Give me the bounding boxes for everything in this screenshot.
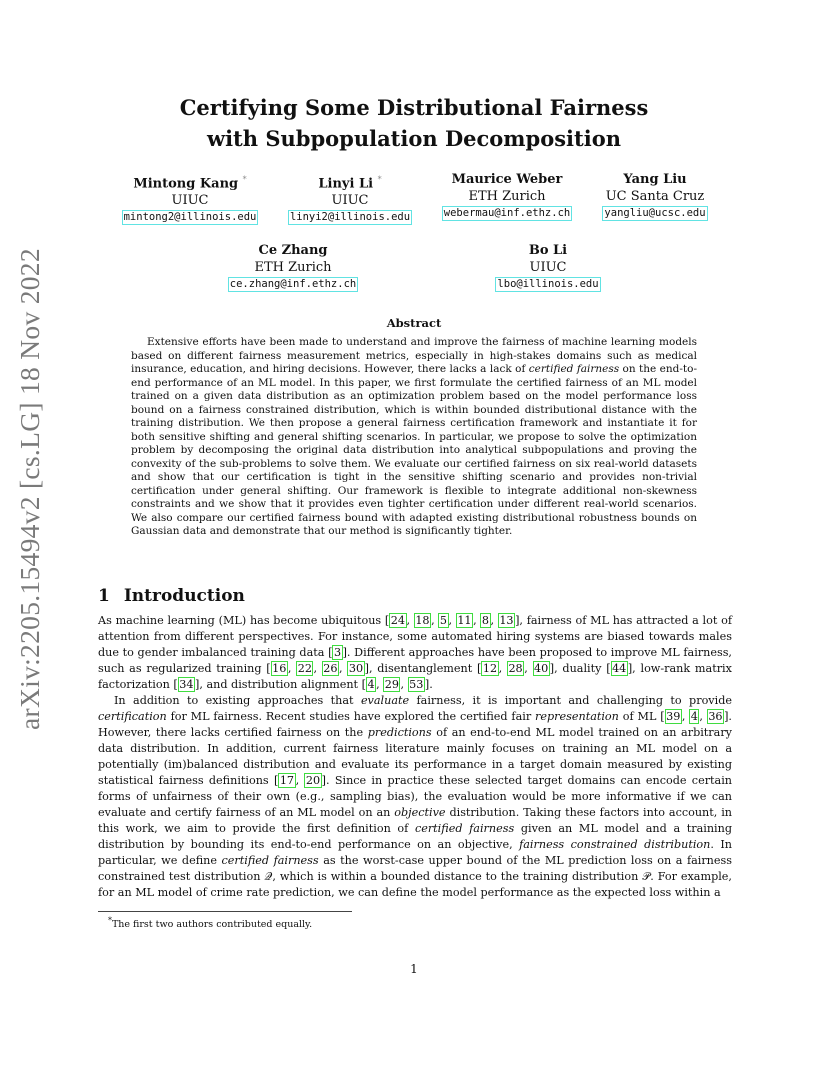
author-block xyxy=(224,243,362,293)
citation-link[interactable]: 3 xyxy=(333,646,342,659)
citation-link[interactable]: 8 xyxy=(481,614,489,627)
citation-link[interactable]: 22 xyxy=(297,662,312,675)
arxiv-identifier: arXiv:2205.15494v2 [cs.LG] 18 Nov 2022 xyxy=(14,248,45,730)
abstract-heading: Abstract xyxy=(386,316,442,330)
author-affiliation: UIUC xyxy=(171,192,209,208)
footnote-text: The first two authors contributed equally. xyxy=(111,919,313,931)
author-name: Mintong Kang xyxy=(133,176,239,192)
text-segment: , which is within a bounded distance to the training distribution xyxy=(272,870,643,883)
citation-link[interactable]: 17 xyxy=(279,774,295,787)
citation-link[interactable]: 5 xyxy=(439,614,447,627)
text-segment: given an ML model and a training distribution by bounding its end-to-end performance on an objective, xyxy=(98,822,733,851)
text-segment: evaluate xyxy=(360,694,410,707)
citation-link[interactable]: 40 xyxy=(534,662,549,675)
author-affiliation: ETH Zurich xyxy=(468,188,546,204)
citation-link[interactable]: 11 xyxy=(457,614,472,627)
citation-link[interactable]: 34 xyxy=(179,678,194,691)
citation-group xyxy=(611,661,628,676)
author-name: Yang Liu xyxy=(623,172,687,187)
author-email[interactable]: yangliu@ucsc.edu xyxy=(604,207,706,219)
author-affiliation: UIUC xyxy=(529,259,567,275)
text-segment: ]. However, there lacks certified fairness on the xyxy=(98,710,732,739)
citation-link[interactable]: 4 xyxy=(690,710,698,723)
citation-group xyxy=(332,645,342,660)
author-name: Maurice Weber xyxy=(451,172,563,187)
author-block xyxy=(598,172,712,222)
citation-link[interactable]: 12 xyxy=(482,662,498,675)
citation-link[interactable]: 20 xyxy=(305,774,321,787)
text-segment: ], fairness of ML has attracted a lot of attention from different perspectives. For instance, some automated hiring systems are biased towards males due to gender imbalanced training data [ xyxy=(98,614,732,659)
text-segment: representation xyxy=(535,710,619,723)
author-email[interactable]: lbo@illinois.edu xyxy=(497,278,599,290)
equal-contribution-mark: * xyxy=(242,175,247,184)
text-segment: As machine learning (ML) has become ubiquitous [ xyxy=(98,614,390,627)
citation-group: 4 , 29 , 53 xyxy=(367,678,424,691)
author-block xyxy=(286,172,414,226)
citation-group: 24 , 18 , 5 , 11 , 8 , 13 xyxy=(390,614,514,627)
text-segment: objective xyxy=(394,806,446,819)
citation-group: 39 , 4 , 36 xyxy=(666,710,723,723)
citation-link[interactable]: 29 xyxy=(384,678,399,691)
text-segment: of an end-to-end ML model trained on an arbitrary data distribution. In addition, current fairness literature mainly focuses on training an ML model on a potentially (im)balanced distribution and evaluate its performance in a target domain measured by existing statistical fairness definitions [ xyxy=(98,726,732,787)
author-block xyxy=(488,243,608,293)
author-name: Bo Li xyxy=(528,243,568,258)
math-symbol-q: 𝒬 xyxy=(264,870,273,883)
citation-link[interactable]: 16 xyxy=(272,662,287,675)
text-segment: certification xyxy=(98,710,167,723)
text-segment: of ML [ xyxy=(618,710,665,723)
section-heading xyxy=(98,586,245,606)
citation-group: 16 , 22 , 26 , 30 xyxy=(272,662,364,675)
paragraph xyxy=(98,613,732,693)
footnote xyxy=(108,916,312,930)
citation-link[interactable]: 28 xyxy=(508,662,523,675)
text-segment: ], low-rank matrix factorization [ xyxy=(98,662,732,691)
text-segment: In addition to existing approaches that xyxy=(114,694,361,707)
text-segment: fairness, it is important and challenging to provide xyxy=(409,694,732,707)
title-line-1: Certifying Some Distributional Fairness xyxy=(179,95,649,120)
author-email[interactable]: mintong2@illinois.edu xyxy=(123,211,257,224)
text-segment: ]. xyxy=(424,678,433,691)
author-name: Linyi Li xyxy=(318,176,374,192)
text-segment: certified fairness xyxy=(528,363,620,375)
text-segment: ], and distribution alignment [ xyxy=(194,678,366,691)
author-block xyxy=(121,172,259,226)
footnote-divider xyxy=(98,911,352,912)
citation-link[interactable]: 30 xyxy=(348,662,364,675)
text-segment: certified fairness xyxy=(414,822,515,835)
math-symbol-p: 𝒫 xyxy=(642,870,651,883)
text-segment: ]. Different approaches have been proposed to improve ML fairness, such as regularized training [ xyxy=(98,646,732,675)
text-segment: on the end-to-end performance of an ML model. In this paper, we first formulate the certified fairness of an ML model trained on a given data distribution as an optimization problem based on the model performance loss bound on a fairness constrained distribution, which is within bounded distributional distance with the training distribution. We then propose a general fairness certification framework and instantiate it for both sensitive shifting and general shifting scenarios. In particular, we propose to solve the optimization problem by decomposing the original data distribution into analytical subpopulations and proving the convexity of the sub-problems to solve them. We evaluate our certified fairness on six real-world datasets and show that our certification is tight in the sensitive shifting scenario and provides non-trivial certification under general shifting. Our framework is flexible to integrate additional non-skewness constraints and we show that it provides even tighter certification under different real-world scenarios. We also compare our certified fairness bound with adapted existing distributional robustness bounds on Gaussian data and demonstrate that our method is significantly tighter. xyxy=(131,363,697,537)
citation-link[interactable]: 13 xyxy=(499,614,514,627)
text-segment: predictions xyxy=(367,726,432,739)
equal-contribution-mark: * xyxy=(377,175,382,184)
citation-link[interactable]: 36 xyxy=(708,710,723,723)
text-segment: Extensive efforts have been made to understand and improve the fairness of machine learning models based on different fairness measurement metrics, especially in high-stakes domains such as medical insurance, education, and hiring decisions. However, there lacks a lack of xyxy=(131,336,697,375)
author-affiliation: UIUC xyxy=(331,192,369,208)
author-email[interactable]: webermau@inf.ethz.ch xyxy=(443,207,571,219)
text-segment: certified fairness xyxy=(221,854,319,867)
text-segment: as the worst-case upper bound of the ML prediction loss on a fairness constrained test distribution xyxy=(98,854,732,883)
author-affiliation: ETH Zurich xyxy=(254,259,332,275)
abstract-text xyxy=(131,336,697,539)
footnote-mark: * xyxy=(108,916,112,925)
citation-link[interactable]: 4 xyxy=(367,678,375,691)
citation-group: 17 , 20 xyxy=(279,774,321,787)
citation-link[interactable]: 24 xyxy=(390,614,405,627)
title-line-2: with Subpopulation Decomposition xyxy=(207,126,621,151)
text-segment: for ML fairness. Recent studies have explored the certified fair xyxy=(166,710,536,723)
author-block xyxy=(440,172,574,222)
citation-link[interactable]: 53 xyxy=(409,678,424,691)
text-segment: distribution. Taking these factors into account, in this work, we aim to provide the first definition of xyxy=(98,806,733,835)
paragraph xyxy=(98,693,732,901)
text-segment: ]. Since in practice these selected target domains can encode certain forms of unfairness of their own (e.g., sampling bias), the evaluation would be more informative if we can evaluate and certify fairness of an ML model on an xyxy=(98,774,732,819)
author-email[interactable]: ce.zhang@inf.ethz.ch xyxy=(229,278,357,290)
citation-link[interactable]: 18 xyxy=(415,614,430,627)
citation-link[interactable]: 26 xyxy=(323,662,338,675)
citation-link[interactable]: 44 xyxy=(612,662,627,675)
text-segment: fairness constrained distribution xyxy=(519,838,711,851)
section-number: 1 xyxy=(98,586,110,606)
introduction-body xyxy=(98,613,732,901)
text-segment: . For example, for an ML model of crime rate prediction, we can define the model performance as the expected loss within a xyxy=(98,870,732,899)
page-number: 1 xyxy=(410,962,418,976)
text-segment: ], disentanglement [ xyxy=(364,662,482,675)
citation-link[interactable]: 39 xyxy=(666,710,681,723)
citation-group xyxy=(178,677,195,692)
text-segment: . In particular, we define xyxy=(98,838,732,867)
text-segment: ], duality [ xyxy=(549,662,611,675)
section-title: Introduction xyxy=(123,586,245,606)
author-name: Ce Zhang xyxy=(258,243,328,258)
author-affiliation: UC Santa Cruz xyxy=(605,188,705,204)
citation-group: 12 , 28 , 40 xyxy=(482,662,549,675)
author-email[interactable]: linyi2@illinois.edu xyxy=(289,211,411,224)
paper-title xyxy=(0,92,828,154)
